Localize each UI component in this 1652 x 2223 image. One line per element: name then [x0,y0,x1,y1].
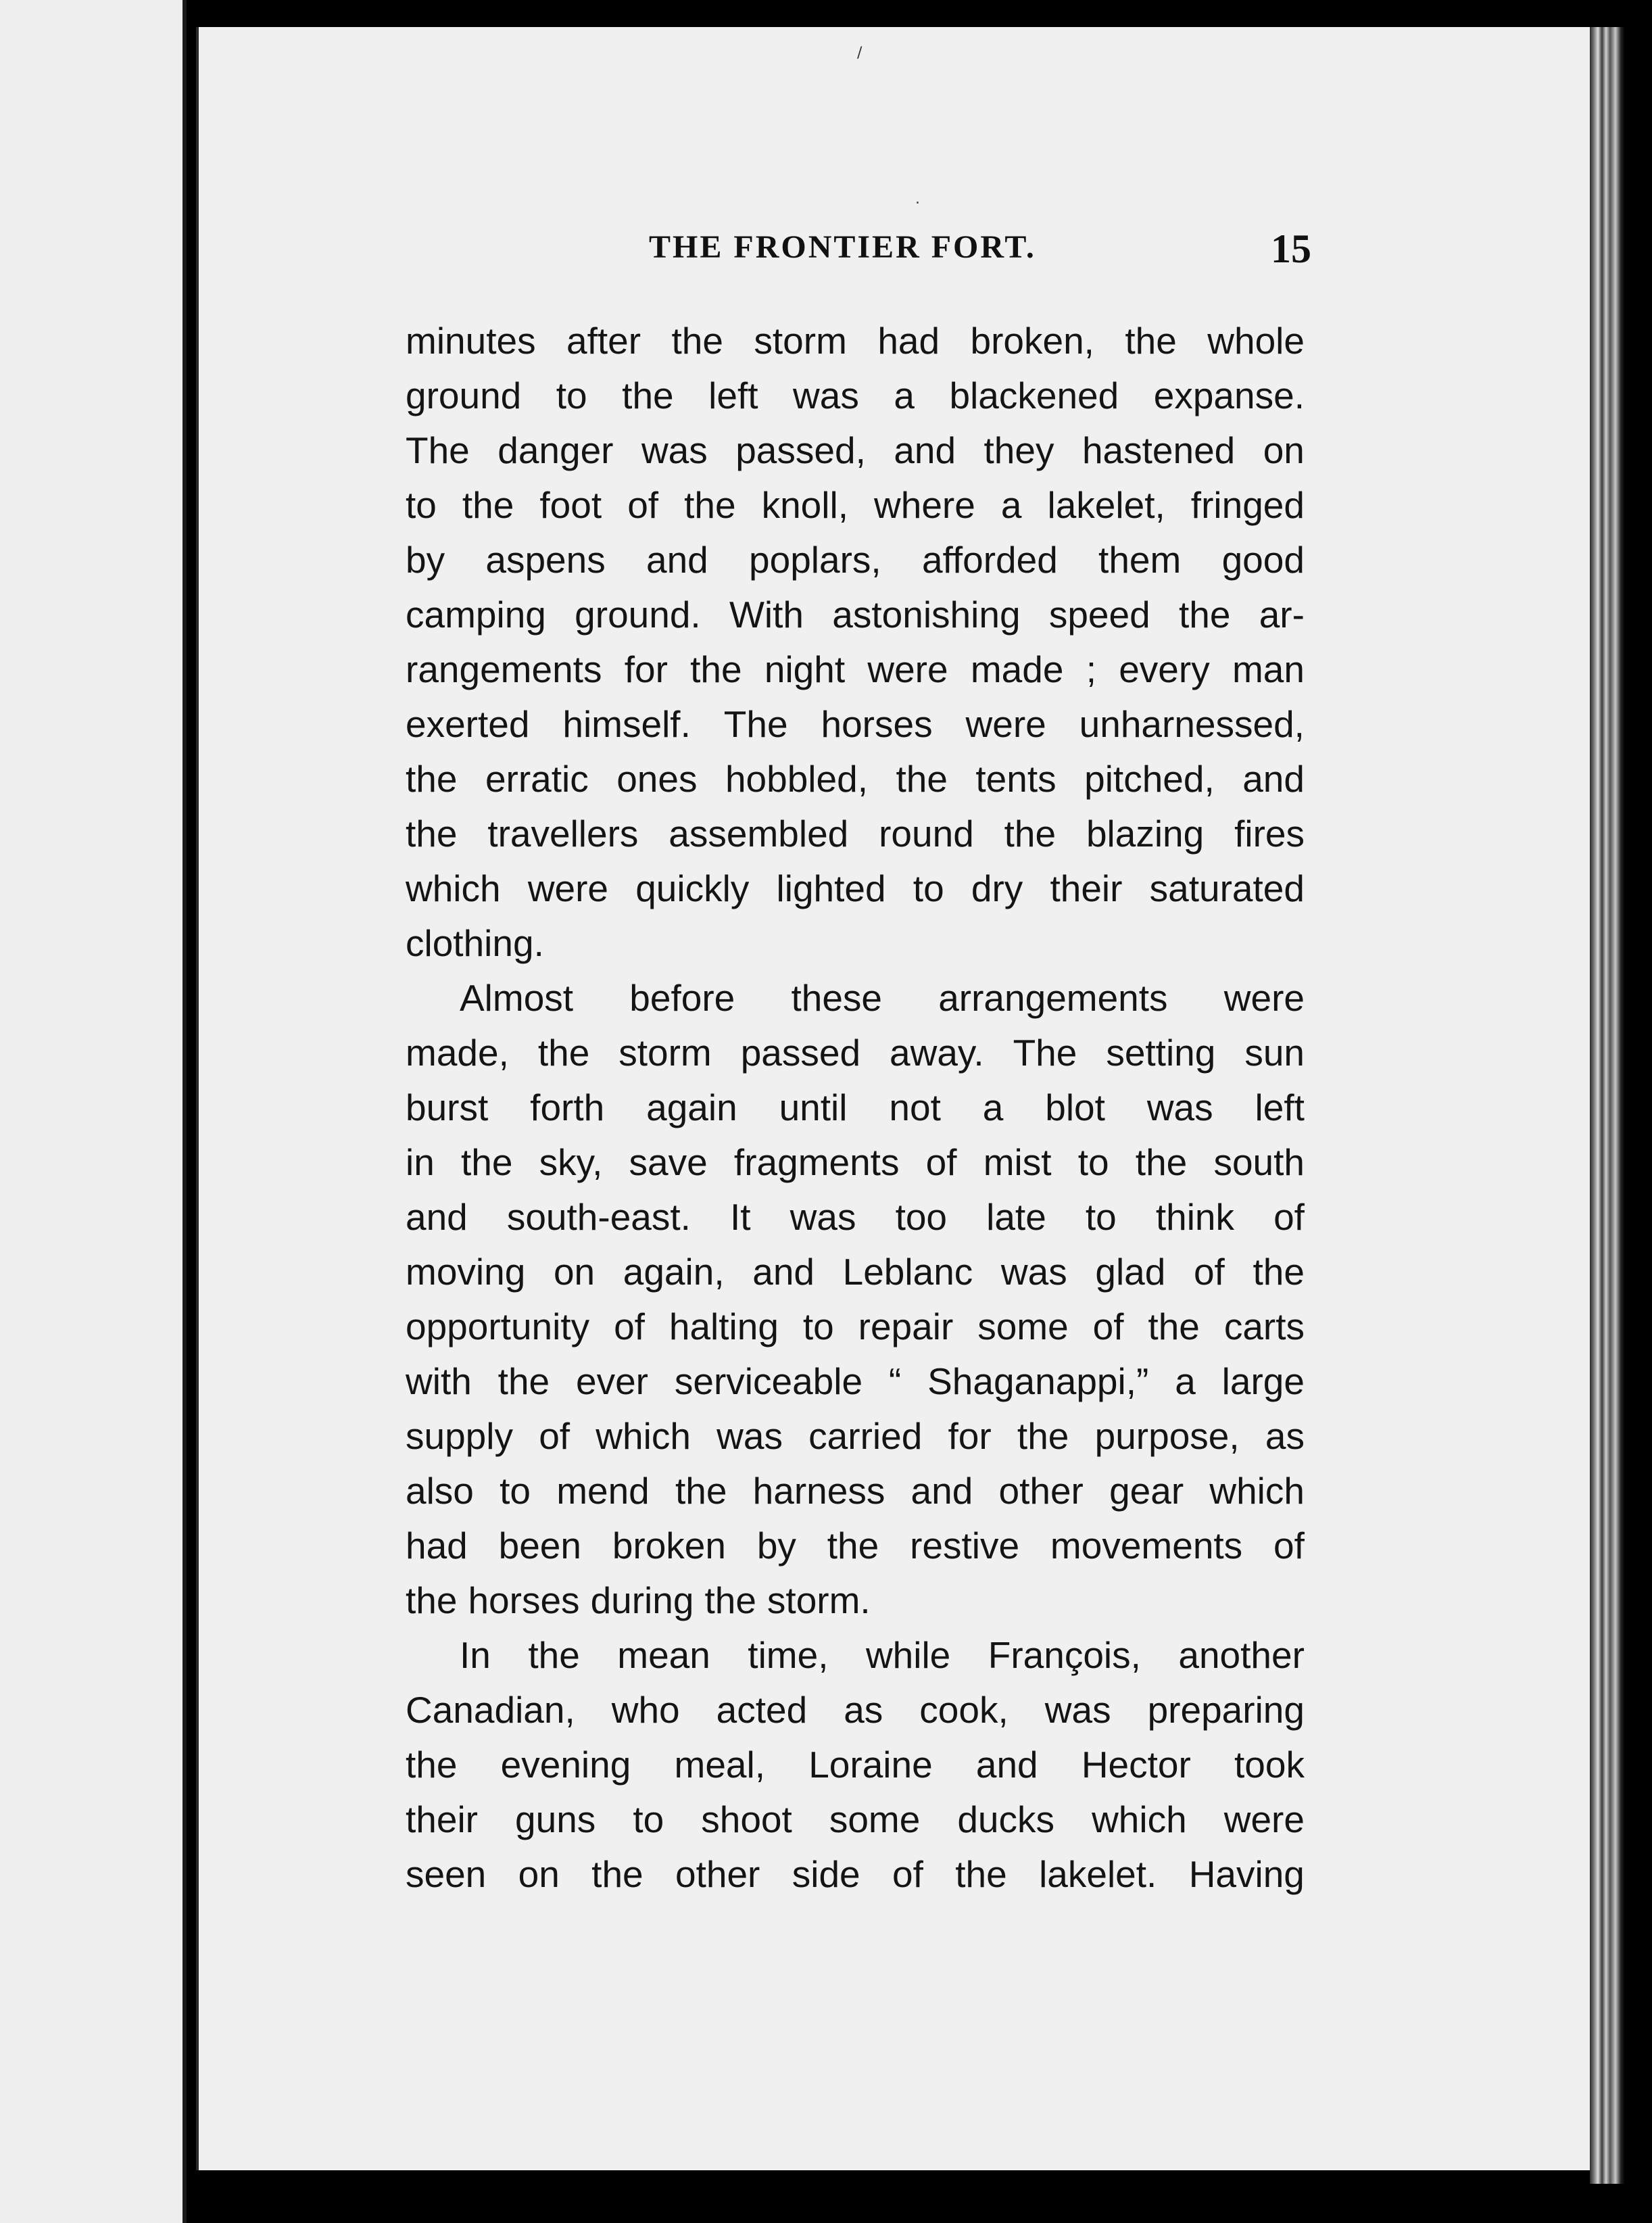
text-line: supply of which was carried for the purpose, as [406,1415,1305,1457]
text-line: by aspens and poplars, afforded them good [406,539,1305,581]
text-line: burst forth again until not a blot was left [406,1086,1305,1128]
text-line: minutes after the storm had broken, the whole [406,320,1305,362]
text-line: rangements for the night were made ; every man [406,648,1305,690]
text-line: the horses during the storm. [406,1579,871,1621]
body-text [406,314,1305,1902]
text-line: which were quickly lighted to dry their saturated [406,867,1305,909]
page-edges [1590,27,1625,2184]
page-number: 15 [1271,226,1311,271]
facing-page [0,0,187,2223]
text-line: their guns to shoot some ducks which were [406,1798,1305,1840]
text-line: In the mean time, while François, another [460,1634,1305,1676]
text-line: moving on again, and Leblanc was glad of the [406,1251,1305,1293]
text-line: had been broken by the restive movements of [406,1525,1305,1567]
text-line: also to mend the harness and other gear which [406,1470,1305,1512]
text-line: camping ground. With astonishing speed the ar- [406,594,1305,636]
text-line: seen on the other side of the lakelet. Having [406,1853,1305,1895]
running-head: THE FRONTIER FORT. [649,229,1036,265]
text-line: made, the storm passed away. The setting sun [406,1032,1305,1074]
text-line: the travellers assembled round the blazing fires [406,813,1305,855]
text-line: to the foot of the knoll, where a lakelet, fringed [406,484,1305,526]
text-line: with the ever serviceable “ Shaganappi,” a large [406,1360,1305,1402]
text-line: Canadian, who acted as cook, was preparing [406,1689,1305,1731]
text-line: exerted himself. The horses were unharnessed, [406,703,1305,745]
text-line: the evening meal, Loraine and Hector took [406,1744,1305,1786]
stray-mark: . [915,191,920,208]
page-header [608,226,1311,276]
text-line: clothing. [406,922,544,964]
text-line: the erratic ones hobbled, the tents pitched, and [406,758,1305,800]
text-line: Almost before these arrangements were [460,977,1305,1019]
text-line: opportunity of halting to repair some of the carts [406,1306,1305,1347]
text-line: in the sky, save fragments of mist to the south [406,1141,1305,1183]
stray-mark: / [857,45,863,62]
text-line: ground to the left was a blackened expanse. [406,375,1305,416]
text-line: The danger was passed, and they hastened on [406,429,1305,471]
text-line: and south-east. It was too late to think of [406,1196,1305,1238]
